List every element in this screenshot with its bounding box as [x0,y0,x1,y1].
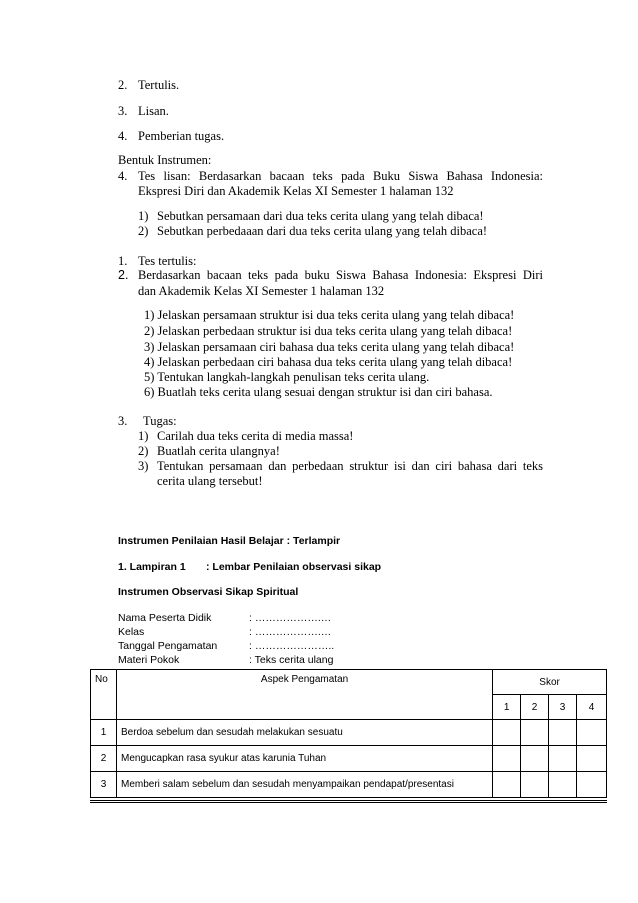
question-text: 3) Jelaskan persamaan ciri bahasa dua teks cerita ulang yang telah dibaca! [144,340,515,354]
task-text: Tentukan persamaan dan perbedaan struktur isi dan ciri bahasa dari teks [157,459,543,473]
score-header: 2 [521,695,549,720]
instrument-subtitle: Instrumen Observasi Sikap Spiritual [118,586,299,598]
score-cell [521,772,549,798]
field-value: : Teks cerita ulang [249,654,334,666]
task-text: Carilah dua teks cerita di media massa! [157,429,354,443]
score-cell [577,772,607,798]
question-text: 2) Jelaskan perbedaan struktur isi dua teks cerita ulang yang telah dibaca! [144,324,513,338]
field-value: : ……………….… [249,626,332,638]
list-item-number: 4. [118,169,128,183]
header-aspek: Aspek Pengamatan [116,670,492,720]
task-text: cerita ulang tersebut! [157,474,263,488]
row-aspect: Berdoa sebelum dan sesudah melakukan sesuatu [116,720,492,746]
question-text: 6) Buatlah teks cerita ulang sesuai dengan struktur isi dan ciri bahasa. [144,385,493,399]
question-text: 5) Tentukan langkah-langkah penulisan teks cerita ulang. [144,370,430,384]
score-cell [521,720,549,746]
paragraph-line: Tes lisan: Berdasarkan bacaan teks pada Buku Siswa Bahasa Indonesia: [138,169,543,183]
list-item-number: 4. [118,129,128,143]
section-label: Tes tertulis: [138,254,197,268]
row-aspect: Memberi salam sebelum dan sesudah menyampaikan pendapat/presentasi [116,772,492,798]
list-item-text: Pemberian tugas. [138,129,225,143]
score-header: 4 [577,695,607,720]
task-number: 2) [138,444,149,458]
score-cell [493,772,521,798]
score-cell [521,746,549,772]
field-label: Kelas [118,626,145,638]
score-cell [577,720,607,746]
section-label: Tugas: [143,414,177,428]
field-label: Materi Pokok [118,654,180,666]
list-item-number: 2. [118,78,128,92]
lampiran-number: 1. Lampiran 1 [118,561,186,573]
question-number: 2) [138,224,149,238]
task-number: 3) [138,459,149,473]
lampiran-description: : Lembar Penilaian observasi sikap [206,561,382,573]
list-item-number: 2. [118,268,129,282]
list-item-number: 3. [118,414,128,428]
score-cell [549,772,577,798]
list-item-number: 3. [118,104,128,118]
score-cell [549,746,577,772]
field-value: : ………………….. [249,640,335,652]
row-aspect: Mengucapkan rasa syukur atas karunia Tuhan [116,746,492,772]
table-bottom-border [90,800,607,803]
instrument-title: Instrumen Penilaian Hasil Belajar : Terlampir [118,535,341,547]
list-item-text: Tertulis. [138,78,180,92]
field-value: : ……………….… [249,612,332,624]
field-label: Tanggal Pengamatan [118,640,218,652]
table-row [91,746,607,772]
table-row [91,772,607,798]
list-item-number: 1. [118,254,128,268]
question-text: Sebutkan perbedaaan dari dua teks cerita ulang yang telah dibaca! [157,224,488,238]
paragraph-line: dan Akademik Kelas XI Semester 1 halaman 132 [138,284,385,298]
score-cell [493,720,521,746]
question-number: 1) [138,209,149,223]
row-number: 1 [91,720,117,746]
field-label: Nama Peserta Didik [118,612,212,624]
table-row [91,720,607,746]
question-text: Sebutkan persamaan dari dua teks cerita ulang yang telah dibaca! [157,209,484,223]
header-no: No [91,670,117,720]
score-header: 3 [549,695,577,720]
row-number: 2 [91,746,117,772]
score-cell [577,746,607,772]
task-number: 1) [138,429,149,443]
row-number: 3 [91,772,117,798]
table-header-row [91,670,607,695]
question-text: 4) Jelaskan perbedaan ciri bahasa dua teks cerita ulang yang telah dibaca! [144,355,513,369]
task-text: Buatlah cerita ulangnya! [157,444,280,458]
observation-table [90,669,607,798]
paragraph-line: Ekspresi Diri dan Akademik Kelas XI Semester 1 halaman 132 [138,184,454,198]
question-text: 1) Jelaskan persamaan struktur isi dua teks cerita ulang yang telah dibaca! [144,308,515,322]
score-cell [493,746,521,772]
score-cell [549,720,577,746]
list-item-text: Lisan. [138,104,169,118]
header-skor: Skor [493,670,607,695]
section-heading: Bentuk Instrumen: [118,153,212,167]
score-header: 1 [493,695,521,720]
paragraph-line: Berdasarkan bacaan teks pada buku Siswa Bahasa Indonesia: Ekspresi Diri [138,268,543,282]
